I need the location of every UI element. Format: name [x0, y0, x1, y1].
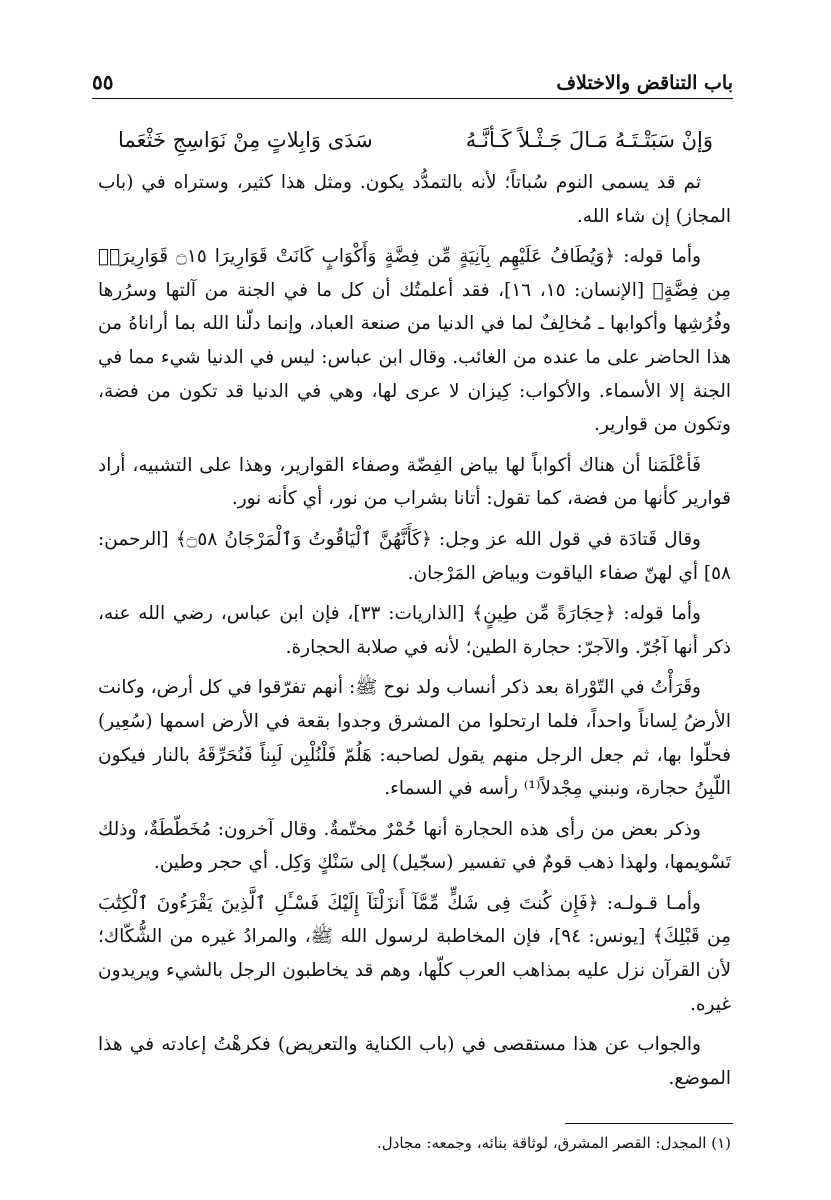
paragraph-similitude: فَأعْلَمَنا أن هناك أكواباً لها بياض الفِضّة وصفاء القوارير، وهذا على التشبيه، أراد قوارير كأنها من فضة، كما تقول: أتانا بشراب من نور، أي كأنه نور.	[98, 454, 731, 510]
running-title: باب التناقض والاختلاف	[556, 72, 733, 94]
footnote: (١) المجدل: القصر المشرق، لوثاقة بنائه، وجمعه: مجادل.	[377, 1134, 731, 1152]
paragraph-silver-vessels: وأما قوله: ﴿وَيُطَافُ عَلَيْهِم بِآنِيَةٍ مِّن فِضَّةٍ وَأَكْوَابٍ كَانَتْ قَوَارِيرَا ۝١٥ قَوَارِيرَا۟ مِن فِضَّةٍ﴾ [الإنسان: ١٥، ١٦]، فقد أعلمتُك أن كل ما في الجنة من آلتها وسرُرها وفُرُشِها وأكوابها ـ مُخالِفٌ لما في الدنيا من صنعة العباد، وإنما دلّنا الله بما أراناهُ من هذا الحاضر على ما عنده من الغائب. وقال ابن عباس: ليس في الدنيا شيء مما في الجنة إلا الأسماء. والأكواب: كِيزان لا عرى لها، وهي في الدنيا قد تكون من فضة، وتكون من قوارير.	[98, 246, 731, 436]
paragraph-sleep: ثم قد يسمى النوم سُباتاً؛ لأنه بالتمدُّد يكون. ومثل هذا كثير، وستراه في (باب المجاز) إن شاء الله.	[98, 172, 731, 227]
poetry-verse	[118, 118, 713, 162]
page-header	[92, 58, 733, 99]
body-text	[98, 166, 731, 1102]
paragraph-qatada: وقال قَتادَة في قول الله عز وجل: ﴿كَأَنَّهُنَّ ٱلْيَاقُوتُ وَٱلْمَرْجَانُ ۝٥٨﴾ [الرحمن: ٥٨] أي لهنّ صفاء الياقوت وبياض المَرْجان.	[98, 528, 731, 584]
footnote-divider	[565, 1123, 733, 1124]
paragraph-red-stones: وذكر بعض من رأى هذه الحجارة أنها حُمْرٌ مختّمةٌ. وقال آخرون: مُخَطّطَةٌ، وذلك تَسْويمها، ولهذا ذهب قومٌ في تفسير (سجّيل) إلى سَنْكٍ وَكِل. أي حجر وطين.	[98, 818, 731, 874]
paragraph-yunus-verse: وأمـا قـولـه: ﴿فَإِن كُنتَ فِى شَكٍّ مِّمَّآ أَنزَلْنَآ إِلَيْكَ فَسْـَٔلِ ٱلَّذِينَ يَقْرَءُونَ ٱلْكِتَٰبَ مِن قَبْلِكَ﴾ [يونس: ٩٤]، فإن المخاطبة لرسول الله ﷺ، والمرادُ غيره من الشُّكّاك؛ لأن القرآن نزل عليه بمذاهب العرب كلّها، وهم قد يخاطبون الرجل بالشيء ويريدون غيره.	[98, 892, 731, 1015]
verse-first-hemistich: وَإنْ سَبَتْـتَـهُ مَـالَ جَـثْـلاً كَـأنَّـهُ	[465, 128, 713, 152]
page-number: ٥٥	[92, 70, 114, 94]
paragraph-stones-of-clay: وأما قوله: ﴿حِجَارَةً مِّن طِينٍ﴾ [الذاريات: ٣٣]، فإن ابن عباس، رضي الله عنه، ذكر أنها آجُرّ. والآجرّ: حجارة الطين؛ لأنه في صلابة الحجارة.	[98, 603, 731, 658]
paragraph-answer: والجواب عن هذا مستقصى في (باب الكناية والتعريض) فكرهْتُ إعادته في هذا الموضع.	[98, 1034, 731, 1089]
paragraph-torah: وقَرَأْتُ في التّوْراة بعد ذكر أنساب ولد نوح ﷺ: أنهم تفرّقوا في كل أرض، وكانت الأرضُ لِساناً واحداً، فلما ارتحلوا من المشرق وجدوا بقعة في الأرض اسمها (سُعِير) فحلّوا بها، ثم جعل الرجل منهم يقول لصاحبه: هَلُمّ فَلْنُلْبِن لَبِناً فَنُحَرِّقَهُ بالنار فيكون اللّبِنُ حجارة، ونبني مِجْدلاً⁽¹⁾ رأسه في السماء.	[98, 677, 731, 800]
verse-second-hemistich: سَدَى وَابِلاتٍ مِنْ نَوَاسِجِ خَثْعَما	[118, 128, 373, 152]
